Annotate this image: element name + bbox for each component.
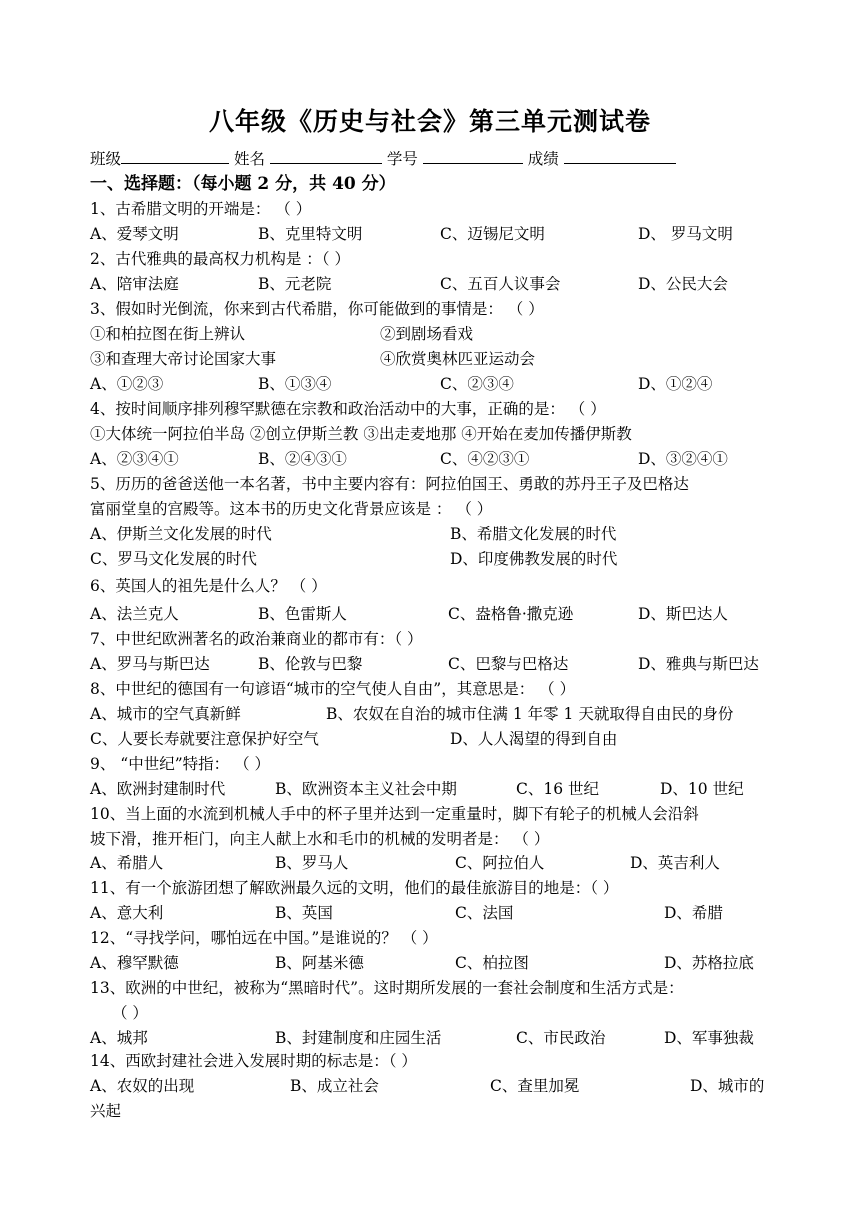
q2-option-a: A、陪审法庭	[90, 275, 179, 293]
q9-option-d: D、10 世纪	[660, 780, 744, 798]
q8-option-a: A、城市的空气真新鲜	[90, 705, 241, 723]
q14-option-a: A、农奴的出现	[90, 1077, 195, 1095]
question-4: 4、按时间顺序排列穆罕默德在宗教和政治活动中的大事，正确的是： （ ）	[90, 400, 606, 418]
question-5: 5、历历的爸爸送他一本名著，书中主要内容有：阿拉伯国王、勇敢的苏丹王子及巴格达	[90, 475, 689, 493]
q13-option-d: D、军事独裁	[664, 1029, 754, 1047]
q10-option-b: B、罗马人	[275, 854, 349, 872]
question-2: 2、古代雅典的最高权力机构是 ：（ ）	[90, 250, 350, 268]
q1-option-b: B、克里特文明	[258, 225, 363, 243]
q8-option-d: D、人人渴望的得到自由	[450, 730, 618, 748]
q12-option-a: A、穆罕默德	[90, 954, 179, 972]
q10-option-d: D、英吉利人	[630, 854, 720, 872]
question-13: 13、欧洲的中世纪，被称为“黑暗时代”。这时期所发展的一套社会制度和生活方式是：	[90, 979, 684, 997]
question-8: 8、中世纪的德国有一句谚语“城市的空气使人自由”，其意思是： （ ）	[90, 680, 576, 698]
question-9: 9、 “中世纪”特指： （ ）	[90, 755, 270, 773]
q3-item-4: ④欣赏奥林匹亚运动会	[380, 350, 536, 368]
q7-option-d: D、雅典与斯巴达	[638, 655, 759, 673]
q3-item-2: ②到剧场看戏	[380, 325, 474, 343]
q9-option-a: A、欧洲封建制时代	[90, 780, 226, 798]
q4-option-a: A、②③④①	[90, 450, 179, 468]
q11-option-c: C、法国	[455, 904, 514, 922]
q14-option-c: C、查里加冕	[490, 1077, 580, 1095]
q7-option-c: C、巴黎与巴格达	[448, 655, 569, 673]
q14-option-d: D、城市的	[690, 1077, 765, 1095]
question-14: 14、西欧封建社会进入发展时期的标志是：（ ）	[90, 1052, 417, 1070]
q1-option-c: C、迈锡尼文明	[440, 225, 545, 243]
class-field[interactable]	[121, 149, 229, 164]
q14-option-d-cont: 兴起	[90, 1102, 122, 1120]
q5-option-d: D、印度佛教发展的时代	[450, 550, 618, 568]
q5-option-b: B、希腊文化发展的时代	[450, 525, 617, 543]
q10-option-a: A、希腊人	[90, 854, 164, 872]
question-10: 10、当上面的水流到机械人手中的杯子里并达到一定重量时，脚下有轮子的机械人会沿斜	[90, 805, 699, 823]
question-1: 1、古希腊文明的开端是： （ ）	[90, 200, 312, 218]
question-11: 11、有一个旅游团想了解欧洲最久远的文明，他们的最佳旅游目的地是：（ ）	[90, 879, 619, 897]
q5-option-c: C、罗马文化发展的时代	[90, 550, 257, 568]
page-title: 八年级《历史与社会》第三单元测试卷	[208, 107, 651, 136]
question-13-cont: （ ）	[112, 1004, 148, 1022]
class-label: 班级	[90, 150, 122, 168]
q12-option-d: D、苏格拉底	[664, 954, 754, 972]
q4-option-d: D、③②④①	[638, 450, 728, 468]
q1-option-d: D、 罗马文明	[638, 225, 733, 243]
question-5-cont: 富丽堂皇的宫殿等。这本书的历史文化背景应该是 ： （ ）	[90, 500, 493, 518]
q13-option-a: A、城邦	[90, 1029, 148, 1047]
q6-option-c: C、盎格鲁·撒克逊	[448, 605, 574, 623]
q3-item-1: ①和柏拉图在街上辨认	[90, 325, 246, 343]
q3-option-c: C、②③④	[440, 375, 514, 393]
q4-option-c: C、④②③①	[440, 450, 530, 468]
q11-option-a: A、意大利	[90, 904, 164, 922]
q13-option-c: C、市民政治	[516, 1029, 606, 1047]
q13-option-b: B、封建制度和庄园生活	[275, 1029, 442, 1047]
q4-items: ①大体统一阿拉伯半岛 ②创立伊斯兰教 ③出走麦地那 ④开始在麦加传播伊斯教	[90, 425, 632, 443]
q9-option-b: B、欧洲资本主义社会中期	[275, 780, 457, 798]
q7-option-b: B、伦敦与巴黎	[258, 655, 363, 673]
q6-option-b: B、色雷斯人	[258, 605, 347, 623]
q14-option-b: B、成立社会	[290, 1077, 379, 1095]
question-6: 6、英国人的祖先是什么人？ （ ）	[90, 577, 327, 595]
q2-option-d: D、公民大会	[638, 275, 728, 293]
question-12: 12、“寻找学问，哪怕远在中国。”是谁说的？ （ ）	[90, 929, 438, 947]
q11-option-b: B、英国	[275, 904, 333, 922]
section-heading: 一、选择题：（每小题 2 分，共 40 分）	[90, 174, 396, 194]
score-label: 成绩	[527, 150, 559, 168]
q8-option-c: C、人要长寿就要注意保护好空气	[90, 730, 319, 748]
score-field[interactable]	[564, 149, 676, 164]
student-id-field[interactable]	[423, 149, 523, 164]
q4-option-b: B、②④③①	[258, 450, 347, 468]
student-info-row	[90, 149, 676, 169]
q11-option-d: D、希腊	[664, 904, 723, 922]
name-field[interactable]	[270, 149, 382, 164]
name-label: 姓名	[233, 150, 265, 168]
id-label: 学号	[386, 150, 418, 168]
q3-option-b: B、①③④	[258, 375, 332, 393]
q10-option-c: C、阿拉伯人	[455, 854, 545, 872]
q6-option-a: A、法兰克人	[90, 605, 179, 623]
q3-option-d: D、①②④	[638, 375, 713, 393]
question-10-cont: 坡下滑，推开柜门，向主人献上水和毛巾的机械的发明者是： （ ）	[90, 830, 550, 848]
q7-option-a: A、罗马与斯巴达	[90, 655, 210, 673]
q1-option-a: A、爱琴文明	[90, 225, 179, 243]
q12-option-c: C、柏拉图	[455, 954, 529, 972]
q3-option-a: A、①②③	[90, 375, 164, 393]
q2-option-c: C、五百人议事会	[440, 275, 561, 293]
q5-option-a: A、伊斯兰文化发展的时代	[90, 525, 272, 543]
q6-option-d: D、斯巴达人	[638, 605, 728, 623]
q2-option-b: B、元老院	[258, 275, 332, 293]
question-3: 3、假如时光倒流，你来到古代希腊，你可能做到的事情是： （ ）	[90, 300, 544, 318]
q9-option-c: C、16 世纪	[516, 780, 600, 798]
question-7: 7、中世纪欧洲著名的政治兼商业的都市有：（ ）	[90, 630, 423, 648]
q12-option-b: B、阿基米德	[275, 954, 364, 972]
q8-option-b: B、农奴在自治的城市住满 1 年零 1 天就取得自由民的身份	[326, 705, 734, 723]
q3-item-3: ③和查理大帝讨论国家大事	[90, 350, 277, 368]
